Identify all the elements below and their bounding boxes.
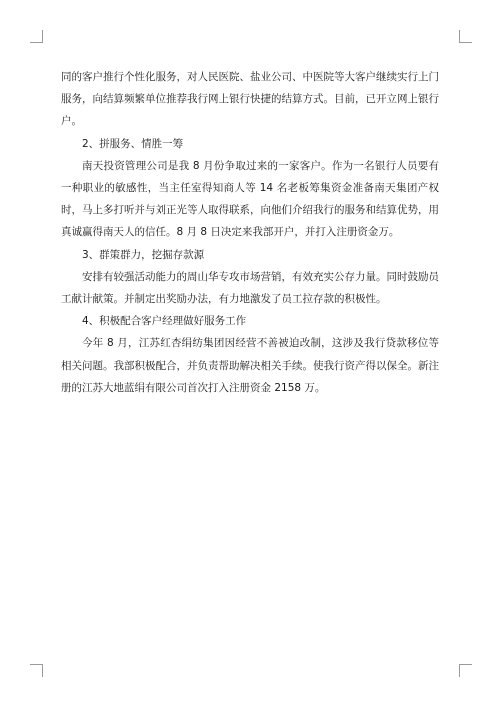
section-heading-3: 3、群策群力，挖掘存款源 [82,248,205,261]
paragraph-continuation: 同的客户推行个性化服务，对人民医院、盐业公司、中医院等大客户继续实行上门服务，向结算频繁单位推荐我行网上银行快捷的结算方式。目前，已开立网上银行 户。 [61,71,439,128]
paragraph-section-3: 安排有较强活动能力的周山华专攻市场营销，有效充实公存力量。同时鼓励员工献计献策。并制定出奖励办法，有力地激发了员工拉存款的积极性。 [61,270,439,306]
section-heading-4: 4、积极配合客户经理做好服务工作 [82,315,247,328]
paragraph-section-4: 今年 8 月，江苏红杏绢纺集团因经营不善被迫改制，这涉及我行贷款移位等相关问题。我部积极配合，并负责帮助解决相关手续。使我行资产得以保全。新注册的江苏大地蓝绢有限公司首次打入注册资金 2158 万。 [61,337,439,394]
crop-mark-bottom-right [459,664,472,677]
crop-mark-top-right [459,30,472,43]
paragraph-section-2: 南天投资管理公司是我 8 月份争取过来的一家客户。作为一名银行人员要有一种职业的敏感性，当主任室得知商人等 14 名老板筹集资金准备南天集团产权时，马上多打听并与刘正光等人取得联系，向他们介绍我行的服务和结算优势，用真诚赢得南天人的信任。8 月 8 日决定来我部开户，并打入注册资金万。 [61,159,439,239]
document-body [61,66,439,399]
crop-mark-bottom-left [30,664,43,677]
section-heading-2: 2、拼服务、情胜一筹 [82,137,184,150]
crop-mark-top-left [30,30,43,43]
